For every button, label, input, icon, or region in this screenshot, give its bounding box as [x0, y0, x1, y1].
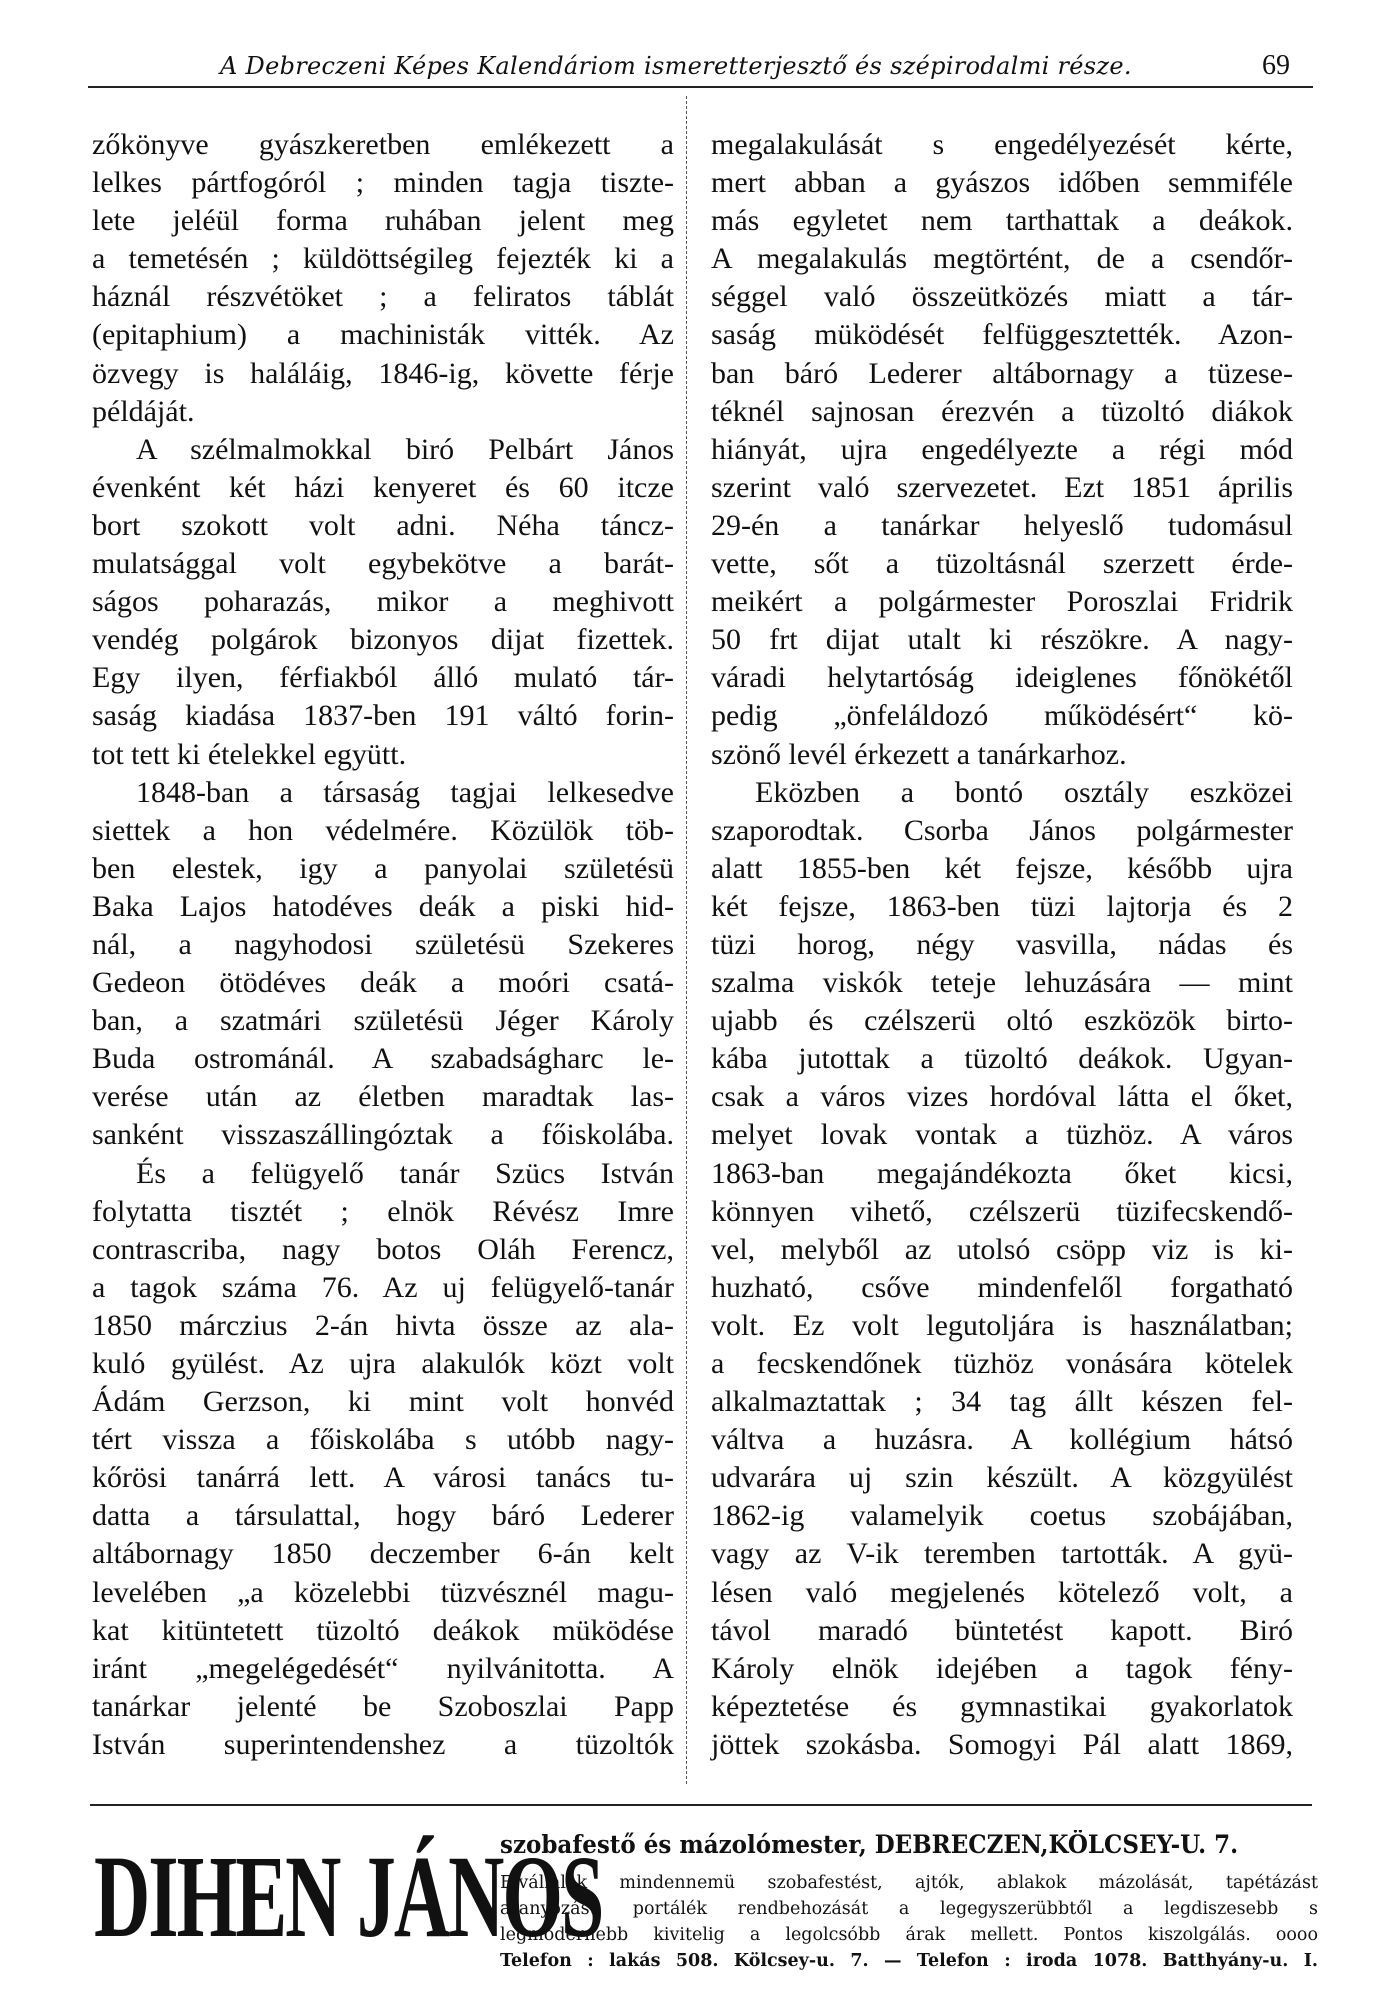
text-line: saság kiadása 1837-ben 191 váltó forin- [92, 699, 674, 733]
text-line: meikért a polgármester Poroszlai Fridrik [711, 585, 1293, 619]
text-line: tért vissza a főiskolába s utóbb nagy- [92, 1423, 674, 1457]
footer-rule [90, 1804, 1312, 1806]
text-line: özvegy is haláláig, 1846-ig, követte férje [92, 356, 674, 390]
text-line: más egyletet nem tarthattak a deákok. [711, 204, 1293, 238]
text-line: 29-én a tanárkar helyeslő tudomásul [711, 508, 1293, 542]
text-line: Károly elnök idejében a tagok fény- [711, 1651, 1293, 1685]
text-line: A szélmalmokkal biró Pelbárt János [136, 432, 674, 466]
header-rule [88, 86, 1313, 88]
text-line: Egy ilyen, férfiakból álló mulató tár- [92, 661, 674, 695]
text-line: Ádám Gerzson, ki mint volt honvéd [92, 1385, 674, 1419]
text-line: hiányát, ujra engedélyezte a régi mód [711, 432, 1293, 466]
text-line: Gedeon ötödéves deák a moóri csatá- [92, 966, 674, 1000]
text-line: datta a társulattal, hogy báró Lederer [92, 1499, 674, 1533]
text-line: megalakulását s engedélyezését kérte, [711, 128, 1293, 161]
text-line: kuló gyülést. Az ujra alakulók közt volt [92, 1347, 674, 1380]
text-line: jöttek szokásba. Somogyi Pál alatt 1869, [711, 1727, 1293, 1761]
advertisement [90, 1822, 1318, 1992]
text-line: váltva a huzásra. A kollégium hátsó [711, 1423, 1293, 1457]
text-line: távol maradó büntetést kapott. Biró [711, 1613, 1293, 1647]
page-number: 69 [1262, 50, 1290, 81]
text-line: csak a város vizes hordóval látta el őket, [711, 1080, 1293, 1114]
ad-contact-line: Telefon : lakás 508. Kölcsey-u. 7. — Telefon : iroda 1078. Batthyány-u. I. [500, 1951, 1318, 1971]
advertiser-name: DIHEN JÁNOS [94, 1831, 603, 1962]
text-line: A megalakulás megtörtént, de a csendőr- [711, 242, 1293, 276]
text-line: ban báró Lederer altábornagy a tüzese- [711, 356, 1293, 390]
text-line: séggel való összeütközés miatt a tár- [711, 280, 1293, 314]
text-line: És a felügyelő tanár Szücs István [136, 1156, 674, 1190]
text-line: vel, melyből az utolsó csöpp viz is ki- [711, 1232, 1293, 1266]
text-line: kat kitüntetett tüzoltó deákok müködése [92, 1613, 674, 1647]
text-line: 1862-ig valamelyik coetus szobájában, [711, 1499, 1293, 1533]
text-line: huzható, csőve mindenfelől forgatható [711, 1270, 1293, 1304]
text-line: altábornagy 1850 deczember 6-án kelt [92, 1537, 674, 1571]
text-line: példáját. [92, 394, 195, 428]
text-line: alatt 1855-ben két fejsze, később ujra [711, 851, 1293, 885]
advertiser-trade: szobafestő és mázolómester, DEBRECZEN,KÖLCSEY-U. 7. [500, 1830, 1239, 1859]
left-column [92, 126, 674, 1764]
text-line: siettek a hon védelmére. Közülök töb- [92, 813, 674, 847]
right-column [711, 126, 1293, 1764]
text-line: szerint való szervezetet. Ezt 1851 április [711, 470, 1293, 504]
ad-line: legmodernebb kivitelig a legolcsóbb árak mellett. Pontos kiszolgálás. oooo [500, 1925, 1318, 1945]
text-line: két fejsze, 1863-ben tüzi lajtorja és 2 [711, 889, 1293, 923]
text-line: folytatta tisztét ; elnök Révész Imre [92, 1194, 674, 1228]
text-line: mulatsággal volt egybekötve a barát- [92, 547, 674, 581]
text-line: mert abban a gyászos időben semmiféle [711, 166, 1293, 200]
text-line: contrascriba, nagy botos Oláh Ferencz, [92, 1232, 674, 1266]
text-line: tot tett ki ételekkel együtt. [92, 737, 407, 771]
text-line: a temetésén ; küldöttségileg fejezték ki a [92, 242, 674, 276]
advertisement-body [500, 1870, 1318, 1974]
text-line: a fecskendőnek tüzhöz vonására kötelek [711, 1347, 1293, 1380]
text-line: (epitaphium) a machinisták vitték. Az [92, 318, 674, 352]
text-line: Baka Lajos hatodéves deák a piski hid- [92, 889, 674, 923]
text-line: vagy az V-ik teremben tartották. A gyü- [711, 1537, 1293, 1571]
text-line: képeztetése és gymnastikai gyakorlatok [711, 1689, 1293, 1723]
text-line: verése után az életben maradtak las- [92, 1080, 674, 1114]
text-line: bort szokott volt adni. Néha táncz- [92, 508, 674, 542]
text-line: István superintendenshez a tüzoltók [92, 1727, 674, 1761]
text-line: szalma viskók teteje lehuzására — mint [711, 966, 1293, 1000]
text-line: tanárkar jelenté be Szoboszlai Papp [92, 1689, 674, 1723]
ad-line: Elvállalok mindennemü szobafestést, ajtók, ablakok mázolását, tapétázást [500, 1873, 1318, 1893]
text-line: volt. Ez volt legutoljára is használatban; [711, 1308, 1293, 1342]
text-line: lésen való megjelenés kötelező volt, a [711, 1575, 1293, 1609]
text-line: saság müködését felfüggesztették. Azon- [711, 318, 1293, 352]
text-line: lelkes pártfogóról ; minden tagja tiszte- [92, 166, 674, 200]
text-line: kába jutottak a tüzoltó deákok. Ugyan- [711, 1042, 1293, 1076]
text-line: sanként visszaszállingóztak a főiskolába. [92, 1118, 674, 1152]
text-line: alkalmaztattak ; 34 tag állt készen fel- [711, 1385, 1293, 1419]
text-line: levelében „a közelebbi tüzvésznél magu- [92, 1575, 674, 1609]
text-line: ben elestek, igy a panyolai születésü [92, 851, 674, 885]
text-line: lete jeléül forma ruhában jelent meg [92, 204, 674, 238]
text-line: 1863-ban megajándékozta őket kicsi, [711, 1156, 1293, 1190]
text-line: könnyen vihető, czélszerü tüzifecskendő- [711, 1194, 1293, 1228]
text-line: zőkönyve gyászkeretben emlékezett a [92, 128, 674, 161]
column-divider [686, 96, 687, 1786]
text-line: 1848-ban a társaság tagjai lelkesedve [136, 775, 674, 809]
running-title: A Debreczeni Képes Kalendáriom ismeretterjesztő és szépirodalmi része. [220, 52, 1132, 80]
text-line: 1850 márczius 2-án hivta össze az ala- [92, 1308, 674, 1342]
text-line: ujabb és czélszerü oltó eszközök birto- [711, 1004, 1293, 1038]
text-line: váradi helytartóság ideiglenes főnökétől [711, 661, 1293, 695]
text-line: vette, sőt a tüzoltásnál szerzett érde- [711, 547, 1293, 581]
text-line: pedig „önfeláldozó működésért“ kö- [711, 699, 1293, 733]
text-line: szaporodtak. Csorba János polgármester [711, 813, 1293, 847]
text-line: ságos poharazás, mikor a meghivott [92, 585, 674, 619]
text-line: melyet lovak vontak a tüzhöz. A város [711, 1118, 1293, 1152]
text-line: téknél sajnosan érezvén a tüzoltó diákok [711, 394, 1293, 428]
text-line: udvarára uj szin készült. A közgyülést [711, 1461, 1293, 1495]
text-line: Eközben a bontó osztály eszközei [755, 775, 1293, 809]
text-line: Buda ostrománál. A szabadságharc le- [92, 1042, 674, 1076]
text-line: nál, a nagyhodosi születésü Szekeres [92, 927, 674, 961]
text-line: háznál részvétöket ; a feliratos táblát [92, 280, 674, 314]
text-line: évenként két házi kenyeret és 60 itcze [92, 470, 674, 504]
text-line: ban, a szatmári születésü Jéger Károly [92, 1004, 674, 1038]
ad-line: aranyozást, portálék rendbehozását a legegyszerübbtől a legdiszesebb s [500, 1899, 1318, 1919]
text-line: iránt „megelégedését“ nyilvánitotta. A [92, 1651, 674, 1685]
text-line: tüzi horog, négy vasvilla, nádas és [711, 927, 1293, 961]
text-line: szönő levél érkezett a tanárkarhoz. [711, 737, 1127, 771]
text-line: 50 frt dijat utalt ki részökre. A nagy- [711, 623, 1293, 657]
text-line: vendég polgárok bizonyos dijat fizettek. [92, 623, 674, 657]
text-line: a tagok száma 76. Az uj felügyelő-tanár [92, 1270, 674, 1304]
text-line: kőrösi tanárrá lett. A városi tanács tu- [92, 1461, 674, 1495]
